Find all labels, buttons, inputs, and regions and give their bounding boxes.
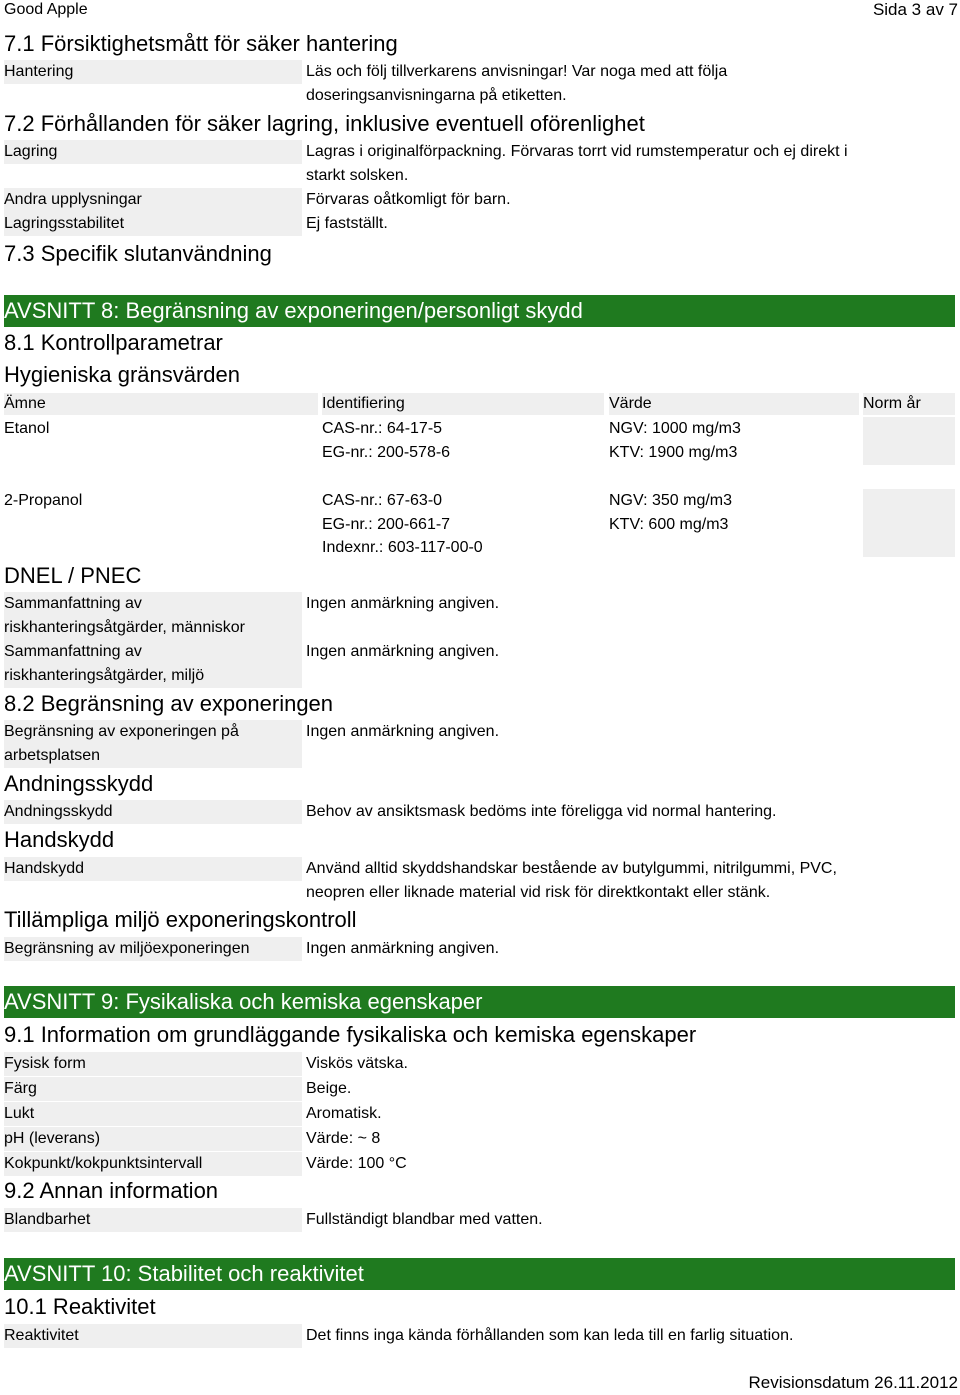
table-row-ident: CAS-nr.: 64-17-5 [322, 420, 443, 437]
fysisk-form-value: Viskös vätska. [306, 1055, 408, 1072]
blandbarhet-label: Blandbarhet [4, 1208, 302, 1232]
handskydd-value-line1: Använd alltid skyddshandskar bestående av butylgummi, nitrilgummi, PVC, [306, 860, 837, 877]
table-row-ident: CAS-nr.: 67-63-0 [322, 492, 443, 509]
dnel-manniskor-label-line1: Sammanfattning av [4, 595, 142, 612]
table-row-varde: NGV: 350 mg/m3 [609, 492, 733, 509]
section-9-header: AVSNITT 9: Fysikaliska och kemiska egenskaper [4, 986, 955, 1018]
blandbarhet-value: Fullständigt blandbar med vatten. [306, 1211, 543, 1228]
kokpunkt-value: Värde: 100 °C [306, 1155, 407, 1172]
exponering-label-line1: Begränsning av exponeringen på [4, 723, 239, 740]
section-7-2-title: 7.2 Förhållanden för säker lagring, inklusive eventuell oförenlighet [4, 111, 645, 136]
hygieniska-title: Hygieniska gränsvärden [4, 362, 241, 387]
dnel-manniskor-value: Ingen anmärkning angiven. [306, 595, 500, 612]
section-7-1-title: 7.1 Försiktighetsmått för säker hantering [4, 31, 398, 56]
section-8-1-title: 8.1 Kontrollparametrar [4, 330, 223, 355]
dnel-miljo-label-line1: Sammanfattning av [4, 643, 142, 660]
hantering-value-line2: doseringsanvisningarna på etiketten. [306, 87, 567, 104]
company-name: Good Apple [4, 1, 88, 18]
col-identifiering: Identifiering [322, 393, 604, 415]
exponering-arbetsplatsen-label [4, 720, 302, 768]
lukt-value: Aromatisk. [306, 1105, 382, 1122]
dnel-miljo-label-line2: riskhanteringsåtgärder, miljö [4, 667, 205, 684]
table-row-varde: KTV: 600 mg/m3 [609, 516, 729, 533]
lukt-label: Lukt [4, 1102, 302, 1126]
andningsskydd-title: Andningsskydd [4, 771, 154, 796]
andningsskydd-label: Andningsskydd [4, 800, 302, 824]
section-8-2-title: 8.2 Begränsning av exponeringen [4, 691, 334, 716]
col-norm-ar: Norm år [863, 393, 955, 415]
col-amne: Ämne [4, 393, 318, 415]
lagringsstabilitet-value: Ej fastställt. [306, 215, 388, 232]
lagring-label: Lagring [4, 140, 302, 164]
ph-label: pH (leverans) [4, 1127, 302, 1151]
dnel-title: DNEL / PNEC [4, 563, 142, 588]
miljoexponering-label: Begränsning av miljöexponeringen [4, 937, 302, 961]
kokpunkt-label: Kokpunkt/kokpunktsintervall [4, 1152, 302, 1176]
table-row-ident: Indexnr.: 603-117-00-0 [322, 539, 483, 556]
dnel-manniskor-label-line2: riskhanteringsåtgärder, människor [4, 619, 246, 636]
handskydd-label: Handskydd [4, 857, 302, 881]
revision-date: Revisionsdatum 26.11.2012 [748, 1373, 958, 1392]
table-row-ident: EG-nr.: 200-578-6 [322, 444, 451, 461]
lagring-value-line1: Lagras i originalförpackning. Förvaras torrt vid rumstemperatur och ej direkt i [306, 143, 848, 160]
miljo-exponering-title: Tillämpliga miljö exponeringskontroll [4, 907, 357, 932]
section-7-3-title: 7.3 Specifik slutanvändning [4, 241, 272, 266]
lagringsstabilitet-label: Lagringsstabilitet [4, 212, 302, 236]
dnel-miljo-label [4, 640, 302, 688]
reaktivitet-label: Reaktivitet [4, 1324, 302, 1348]
table-row-amne: 2-Propanol [4, 492, 83, 509]
andra-upplysningar-value: Förvaras oåtkomligt för barn. [306, 191, 511, 208]
page-number: Sida 3 av 7 [872, 0, 958, 19]
ph-value: Värde: ~ 8 [306, 1130, 381, 1147]
table-row-norm-cell [863, 489, 955, 557]
exponering-label-line2: arbetsplatsen [4, 747, 101, 764]
section-10-1-title: 10.1 Reaktivitet [4, 1294, 156, 1319]
hantering-label: Hantering [4, 60, 302, 84]
table-row-varde: KTV: 1900 mg/m3 [609, 444, 738, 461]
section-9-1-title: 9.1 Information om grundläggande fysikaliska och kemiska egenskaper [4, 1022, 697, 1047]
section-10-header: AVSNITT 10: Stabilitet och reaktivitet [4, 1258, 955, 1290]
exponering-arbetsplatsen-value: Ingen anmärkning angiven. [306, 723, 500, 740]
handskydd-value-line2: neopren eller liknade material vid risk för direktkontakt eller stänk. [306, 884, 771, 901]
andra-upplysningar-label: Andra upplysningar [4, 188, 302, 212]
table-row-ident: EG-nr.: 200-661-7 [322, 516, 451, 533]
section-9-2-title: 9.2 Annan information [4, 1178, 219, 1203]
table-row-norm-cell [863, 417, 955, 465]
dnel-miljo-value: Ingen anmärkning angiven. [306, 643, 500, 660]
fysisk-form-label: Fysisk form [4, 1052, 302, 1076]
dnel-manniskor-label [4, 592, 302, 640]
table-row-varde: NGV: 1000 mg/m3 [609, 420, 741, 437]
reaktivitet-value: Det finns inga kända förhållanden som kan leda till en farlig situation. [306, 1327, 794, 1344]
hantering-value-line1: Läs och följ tillverkarens anvisningar! Var noga med att följa [306, 63, 728, 80]
table-row-amne: Etanol [4, 420, 50, 437]
section-8-header: AVSNITT 8: Begränsning av exponeringen/personligt skydd [4, 295, 955, 327]
miljoexponering-value: Ingen anmärkning angiven. [306, 940, 500, 957]
andningsskydd-value: Behov av ansiktsmask bedöms inte föreligga vid normal hantering. [306, 803, 777, 820]
col-varde: Värde [609, 393, 859, 415]
handskydd-title: Handskydd [4, 827, 115, 852]
lagring-value-line2: starkt solsken. [306, 167, 409, 184]
farg-value: Beige. [306, 1080, 352, 1097]
farg-label: Färg [4, 1077, 302, 1101]
